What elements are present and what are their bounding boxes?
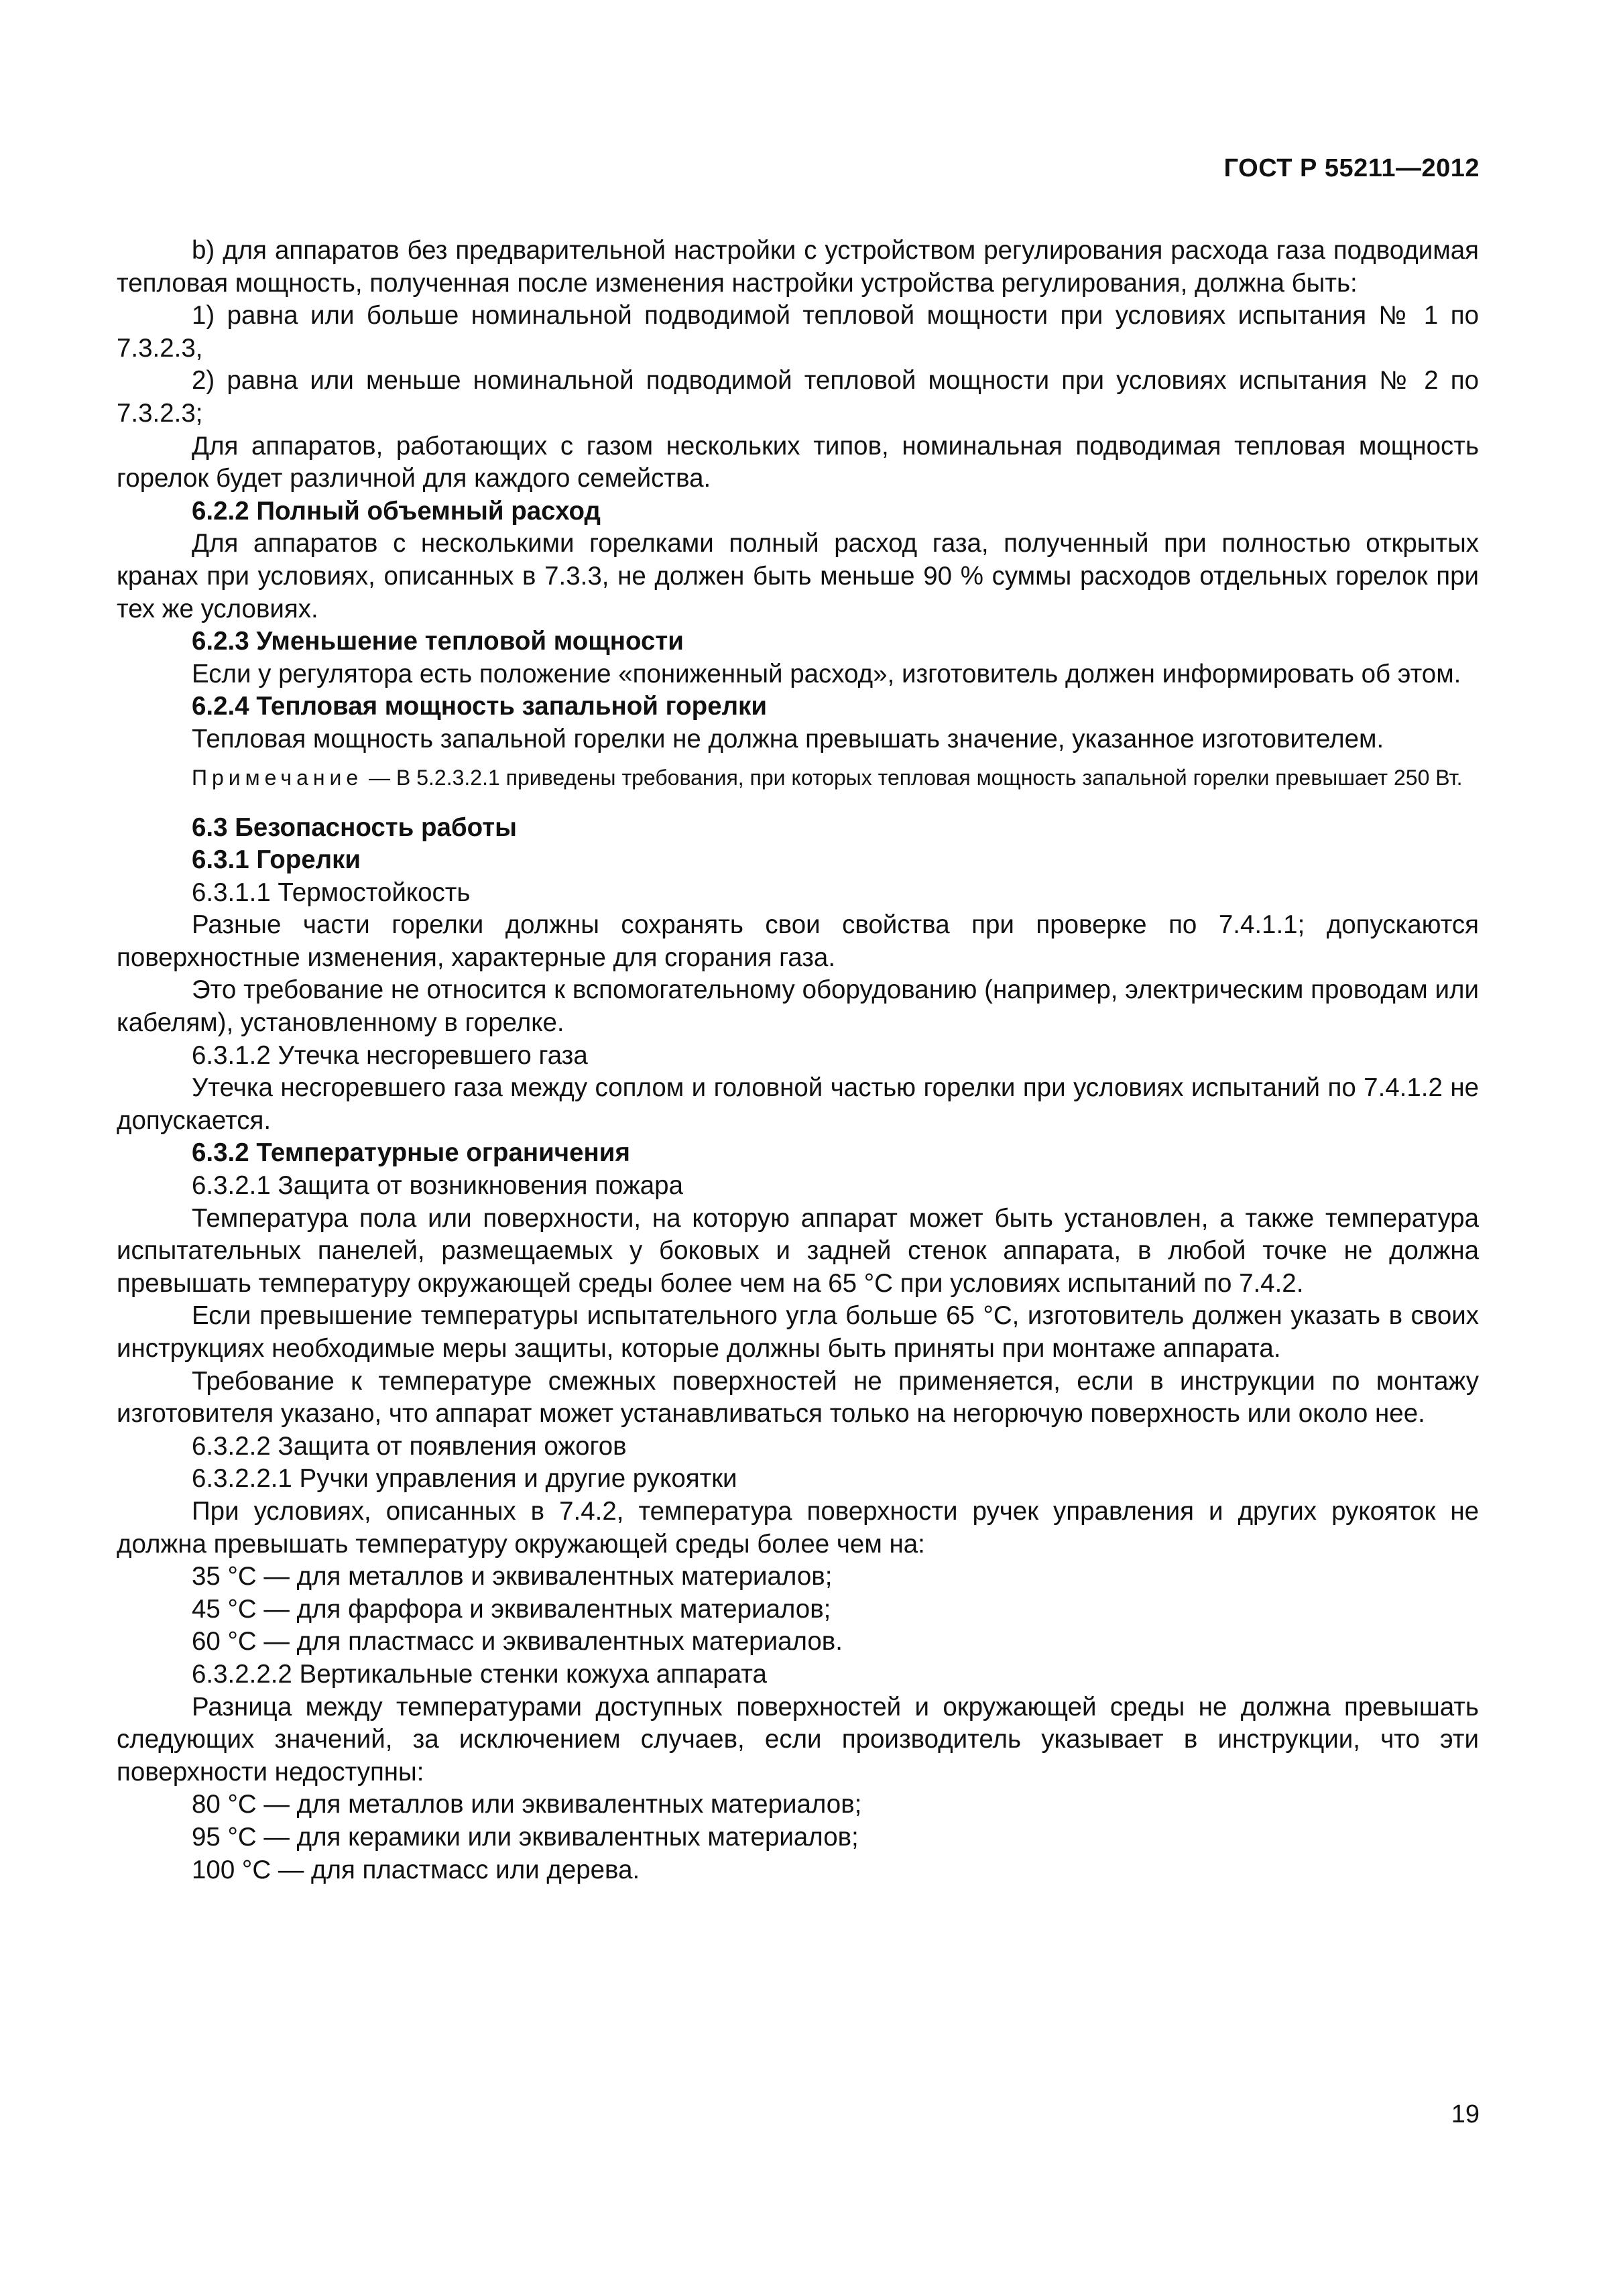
paragraph-subitem-1: 1) равна или больше номинальной подводимой тепловой мощности при условиях испытания № 1 по 7.3.2.3, <box>117 301 1479 363</box>
paragraph-burner-parts: Разные части горелки должны сохранять свои свойства при проверке по 7.4.1.1; допускаются поверхностные изменения, характерные для сгорания газа. <box>117 910 1479 972</box>
paragraph-auxiliary-equipment: Это требование не относится к вспомогательному оборудованию (например, электрическим проводам или кабелям), установленному в горелке. <box>117 975 1479 1038</box>
paragraph-test-corner-temperature: Если превышение температуры испытательного угла больше 65 °С, изготовитель должен указать в своих инструкциях необходимые меры защиты, которые должны быть приняты при монтаже аппарата. <box>117 1301 1479 1363</box>
heading-6-2-3: 6.2.3 Уменьшение тепловой мощности <box>192 627 684 656</box>
subheading-6-3-2-2: 6.3.2.2 Защита от появления ожогов <box>192 1431 627 1461</box>
subheading-6-3-1-1: 6.3.1.1 Термостойкость <box>192 878 471 907</box>
heading-6-3-1: 6.3.1 Горелки <box>192 845 361 875</box>
temperature-limit-plastics: 60 °С — для пластмасс и эквивалентных материалов. <box>192 1627 843 1656</box>
document-body <box>117 235 1479 1886</box>
temperature-limit-metals: 35 °С — для металлов и эквивалентных материалов; <box>192 1562 833 1591</box>
subheading-6-3-1-2: 6.3.1.2 Утечка несгоревшего газа <box>192 1040 588 1070</box>
paragraph-floor-temperature: Температура пола или поверхности, на которую аппарат может быть установлен, а также температура испытательных панелей, размещаемых у боковых и задней стенок аппарата, в любой точке не должна превышать температуру окружающей среды более чем на 65 °С при условиях испытаний по 7.4.2. <box>117 1203 1479 1298</box>
paragraph-pilot-burner-power: Тепловая мощность запальной горелки не должна превышать значение, указанное изготовителем. <box>192 724 1384 753</box>
casing-limit-ceramics: 95 °С — для керамики или эквивалентных материалов; <box>192 1822 859 1852</box>
subheading-6-3-2-1: 6.3.2.1 Защита от возникновения пожара <box>192 1171 683 1201</box>
paragraph-casing-temperature: Разница между температурами доступных поверхностей и окружающей среды не должна превышать следующих значений, за исключением случаев, если производитель указывает в инструкции, что эти поверхности недоступны: <box>117 1692 1479 1787</box>
heading-6-3-2: 6.3.2 Температурные ограничения <box>192 1138 630 1168</box>
paragraph-multiple-gas-types: Для аппаратов, работающих с газом нескольких типов, номинальная подводимая тепловая мощность горелок будет различной для каждого семейства. <box>117 431 1479 493</box>
heading-6-2-2: 6.2.2 Полный объемный расход <box>192 496 601 526</box>
note-text: — В 5.2.3.2.1 приведены требования, при которых тепловая мощность запальной горелки превышает 250 Вт. <box>363 765 1463 790</box>
document-header: ГОСТ Р 55211—2012 <box>1223 154 1480 182</box>
casing-limit-metals: 80 °С — для металлов или эквивалентных материалов; <box>192 1790 862 1819</box>
paragraph-handle-temperature: При условиях, описанных в 7.4.2, температура поверхности ручек управления и других рукояток не должна превышать температуру окружающей среды более чем на: <box>117 1496 1479 1559</box>
casing-limit-plastics-wood: 100 °С — для пластмасс или дерева. <box>192 1855 640 1884</box>
paragraph-adjacent-surfaces: Требование к температуре смежных поверхностей не применяется, если в инструкции по монтажу изготовителя указано, что аппарат может устанавливаться только на негорючую поверхность или около нее. <box>117 1366 1479 1429</box>
paragraph-total-flow: Для аппаратов с несколькими горелками полный расход газа, полученный при полностью открытых кранах при условиях, описанных в 7.3.3, не должен быть меньше 90 % суммы расходов отдельных горелок при тех же условиях. <box>117 529 1479 623</box>
subheading-6-3-2-2-2: 6.3.2.2.2 Вертикальные стенки кожуха аппарата <box>192 1659 767 1689</box>
paragraph-reduced-flow: Если у регулятора есть положение «пониженный расход», изготовитель должен информировать об этом. <box>192 659 1461 688</box>
temperature-limit-porcelain: 45 °С — для фарфора и эквивалентных материалов; <box>192 1594 831 1624</box>
paragraph-unburned-gas: Утечка несгоревшего газа между соплом и головной частью горелки при условиях испытаний по 7.4.1.2 не допускается. <box>117 1073 1479 1135</box>
note-label: Примечание <box>192 765 363 790</box>
heading-6-2-4: 6.2.4 Тепловая мощность запальной горелки <box>192 692 767 721</box>
page-number: 19 <box>1451 2100 1480 2128</box>
heading-6-3: 6.3 Безопасность работы <box>192 812 517 842</box>
note-paragraph <box>117 763 1479 793</box>
paragraph-subitem-2: 2) равна или меньше номинальной подводимой тепловой мощности при условиях испытания № 2 по 7.3.2.3; <box>117 366 1479 428</box>
subheading-6-3-2-2-1: 6.3.2.2.1 Ручки управления и другие рукоятки <box>192 1464 737 1494</box>
paragraph-item-b: b) для аппаратов без предварительной настройки с устройством регулирования расхода газа подводимая тепловая мощность, полученная после изменения настройки устройства регулирования, должна быть: <box>117 236 1479 298</box>
